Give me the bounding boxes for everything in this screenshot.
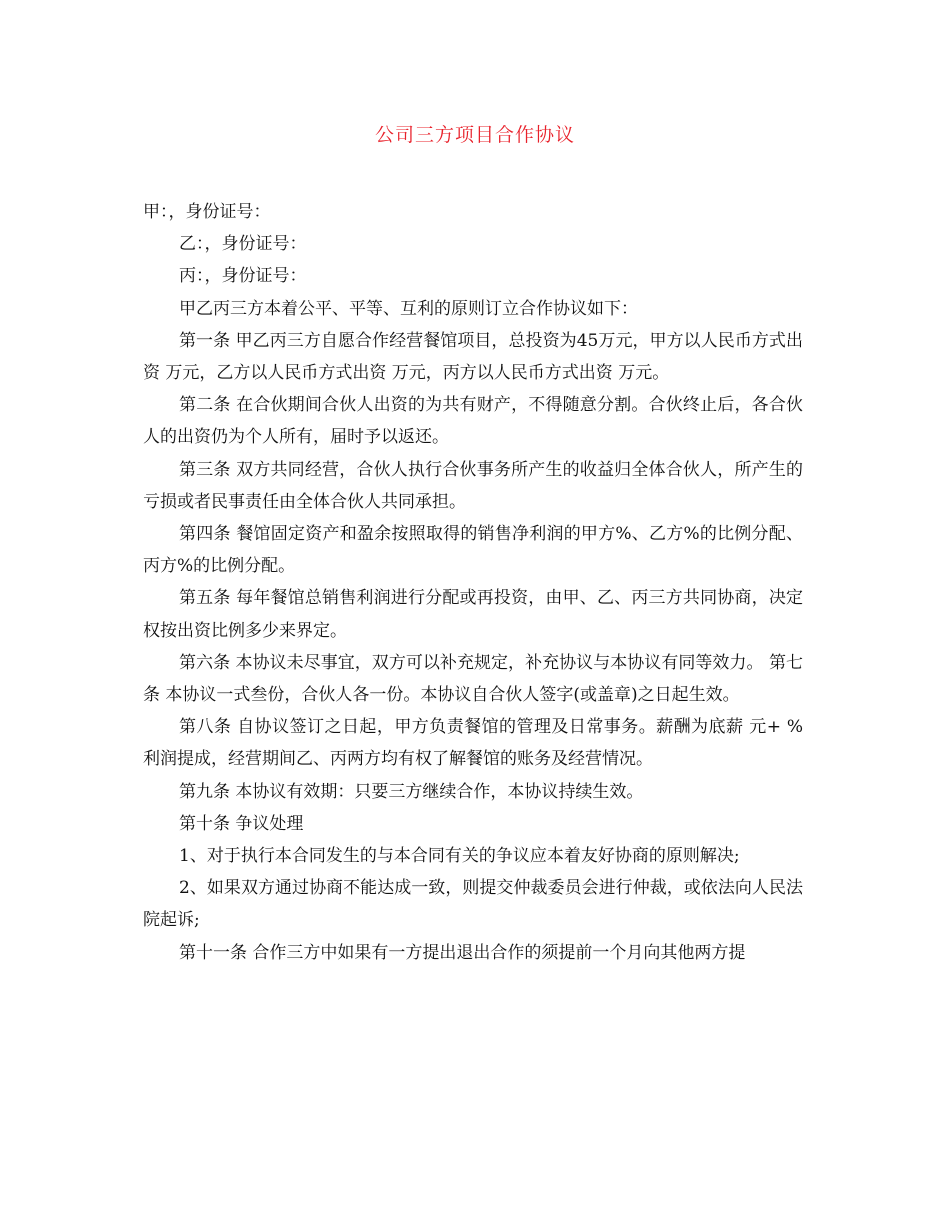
article-2: 第二条 在合伙期间合伙人出资的为共有财产，不得随意分割。合伙终止后，各合伙人的出资仍为个人所有，届时予以返还。 bbox=[143, 395, 803, 448]
article-11: 第十一条 合作三方中如果有一方提出退出合作的须提前一个月向其他两方提 bbox=[179, 942, 746, 963]
article-5: 第五条 每年餐馆总销售利润进行分配或再投资，由甲、乙、丙三方共同协商，决定权按出资比例多少来界定。 bbox=[143, 588, 803, 641]
document-title: 公司三方项目合作协议 bbox=[374, 124, 575, 146]
article-10-heading: 第十条 争议处理 bbox=[179, 813, 304, 834]
article-4: 第四条 餐馆固定资产和盈余按照取得的销售净利润的甲方%、乙方%的比例分配、丙方%的比例分配。 bbox=[143, 524, 803, 577]
party-b-line: 乙：，身份证号： bbox=[179, 234, 307, 255]
article-8: 第八条 自协议签订之日起，甲方负责餐馆的管理及日常事务。薪酬为底薪 元+ % 利润提成，经营期间乙、丙两方均有权了解餐馆的账务及经营情况。 bbox=[143, 717, 803, 770]
party-a-line: 甲：，身份证号： bbox=[143, 202, 271, 222]
document-body bbox=[143, 196, 803, 969]
article-1: 第一条 甲乙丙三方自愿合作经营餐馆项目，总投资为45万元，甲方以人民币方式出资 万元，乙方以人民币方式出资 万元，丙方以人民币方式出资 万元。 bbox=[143, 330, 803, 384]
article-10-item-2: 2、如果双方通过协商不能达成一致，则提交仲裁委员会进行仲裁，或依法向人民法院起诉; bbox=[143, 878, 803, 931]
party-c-line: 丙：，身份证号： bbox=[179, 266, 307, 287]
article-9: 第九条 本协议有效期：只要三方继续合作，本协议持续生效。 bbox=[179, 781, 644, 802]
article-6-7: 第六条 本协议未尽事宜，双方可以补充规定，补充协议与本协议有同等效力。 第七条 本协议一式叁份，合伙人各一份。本协议自合伙人签字(或盖章)之日起生效。 bbox=[143, 652, 803, 706]
preamble: 甲乙丙三方本着公平、平等、互利的原则订立合作协议如下： bbox=[179, 298, 638, 319]
article-3: 第三条 双方共同经营，合伙人执行合伙事务所产生的收益归全体合伙人，所产生的亏损或者民事责任由全体合伙人共同承担。 bbox=[143, 459, 803, 512]
article-10-item-1: 1、对于执行本合同发生的与本合同有关的争议应本着友好协商的原则解决; bbox=[179, 846, 740, 867]
